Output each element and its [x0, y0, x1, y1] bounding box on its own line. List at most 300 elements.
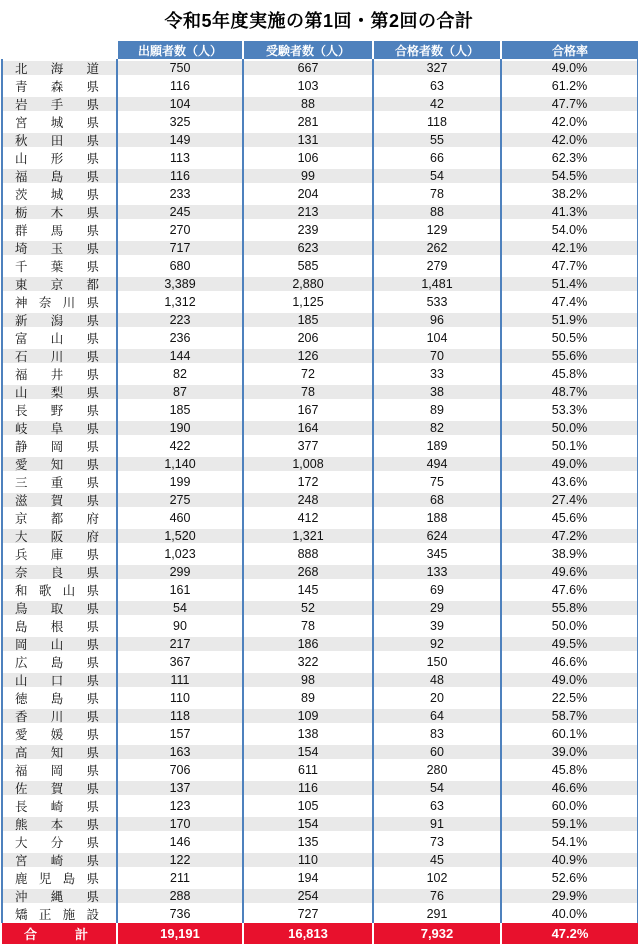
table-row — [2, 509, 638, 527]
table-row — [2, 365, 638, 383]
value-cell: 163 — [117, 743, 243, 761]
value-cell: 254 — [243, 887, 373, 905]
table-row — [2, 185, 638, 203]
table-row — [2, 887, 638, 905]
prefecture-name-cell: 北海道 — [2, 59, 117, 77]
value-cell: 2,880 — [243, 275, 373, 293]
prefecture-name-cell: 静岡県 — [2, 437, 117, 455]
value-cell: 118 — [373, 113, 501, 131]
prefecture-name-cell: 山口県 — [2, 671, 117, 689]
value-cell: 29 — [373, 599, 501, 617]
prefecture-name-cell: 奈良県 — [2, 563, 117, 581]
table-row — [2, 563, 638, 581]
value-cell: 20 — [373, 689, 501, 707]
value-cell: 149 — [117, 131, 243, 149]
prefecture-name-cell: 三重県 — [2, 473, 117, 491]
prefecture-name-cell: 宮崎県 — [2, 851, 117, 869]
value-cell: 63 — [373, 77, 501, 95]
total-pass-rate: 47.2% — [501, 923, 638, 944]
total-row — [2, 923, 638, 944]
value-cell: 45.8% — [501, 365, 638, 383]
prefecture-name-cell: 愛知県 — [2, 455, 117, 473]
value-cell: 322 — [243, 653, 373, 671]
value-cell: 87 — [117, 383, 243, 401]
value-cell: 27.4% — [501, 491, 638, 509]
value-cell: 73 — [373, 833, 501, 851]
table-row — [2, 653, 638, 671]
table-row — [2, 275, 638, 293]
prefecture-name-cell: 大阪府 — [2, 527, 117, 545]
prefecture-name-cell: 広島県 — [2, 653, 117, 671]
value-cell: 45.6% — [501, 509, 638, 527]
table-row — [2, 419, 638, 437]
value-cell: 53.3% — [501, 401, 638, 419]
table-row — [2, 851, 638, 869]
table-row — [2, 761, 638, 779]
table-row — [2, 257, 638, 275]
value-cell: 213 — [243, 203, 373, 221]
value-cell: 59.1% — [501, 815, 638, 833]
value-cell: 109 — [243, 707, 373, 725]
value-cell: 60 — [373, 743, 501, 761]
value-cell: 38 — [373, 383, 501, 401]
value-cell: 49.5% — [501, 635, 638, 653]
value-cell: 279 — [373, 257, 501, 275]
value-cell: 91 — [373, 815, 501, 833]
value-cell: 66 — [373, 149, 501, 167]
value-cell: 102 — [373, 869, 501, 887]
value-cell: 270 — [117, 221, 243, 239]
value-cell: 45 — [373, 851, 501, 869]
value-cell: 126 — [243, 347, 373, 365]
value-cell: 185 — [117, 401, 243, 419]
value-cell: 146 — [117, 833, 243, 851]
prefecture-name-cell: 福島県 — [2, 167, 117, 185]
value-cell: 280 — [373, 761, 501, 779]
value-cell: 422 — [117, 437, 243, 455]
value-cell: 367 — [117, 653, 243, 671]
value-cell: 22.5% — [501, 689, 638, 707]
value-cell: 194 — [243, 869, 373, 887]
value-cell: 106 — [243, 149, 373, 167]
value-cell: 460 — [117, 509, 243, 527]
prefecture-name-cell: 富山県 — [2, 329, 117, 347]
value-cell: 161 — [117, 581, 243, 599]
value-cell: 223 — [117, 311, 243, 329]
prefecture-name-cell: 京都府 — [2, 509, 117, 527]
value-cell: 78 — [243, 383, 373, 401]
table-row — [2, 833, 638, 851]
header-passers: 合格者数（人） — [373, 41, 501, 59]
header-row — [2, 41, 638, 59]
table-row — [2, 293, 638, 311]
value-cell: 61.2% — [501, 77, 638, 95]
value-cell: 111 — [117, 671, 243, 689]
value-cell: 185 — [243, 311, 373, 329]
value-cell: 49.0% — [501, 59, 638, 77]
prefecture-name-cell: 香川県 — [2, 707, 117, 725]
value-cell: 217 — [117, 635, 243, 653]
value-cell: 1,140 — [117, 455, 243, 473]
value-cell: 172 — [243, 473, 373, 491]
value-cell: 55.8% — [501, 599, 638, 617]
table-row — [2, 671, 638, 689]
value-cell: 75 — [373, 473, 501, 491]
value-cell: 48 — [373, 671, 501, 689]
value-cell: 624 — [373, 527, 501, 545]
value-cell: 623 — [243, 239, 373, 257]
value-cell: 76 — [373, 887, 501, 905]
value-cell: 211 — [117, 869, 243, 887]
value-cell: 1,008 — [243, 455, 373, 473]
value-cell: 50.0% — [501, 419, 638, 437]
value-cell: 54 — [117, 599, 243, 617]
table-row — [2, 779, 638, 797]
table-row — [2, 473, 638, 491]
table-row — [2, 149, 638, 167]
value-cell: 64 — [373, 707, 501, 725]
table-row — [2, 221, 638, 239]
value-cell: 39 — [373, 617, 501, 635]
prefecture-name-cell: 神奈川県 — [2, 293, 117, 311]
prefecture-name-cell: 岐阜県 — [2, 419, 117, 437]
value-cell: 145 — [243, 581, 373, 599]
prefecture-name-cell: 和歌山県 — [2, 581, 117, 599]
table-body — [2, 59, 638, 923]
prefecture-name-cell: 岩手県 — [2, 95, 117, 113]
value-cell: 105 — [243, 797, 373, 815]
value-cell: 88 — [243, 95, 373, 113]
prefecture-name-cell: 新潟県 — [2, 311, 117, 329]
prefecture-name-cell: 栃木県 — [2, 203, 117, 221]
value-cell: 345 — [373, 545, 501, 563]
table-row — [2, 797, 638, 815]
prefecture-name-cell: 佐賀県 — [2, 779, 117, 797]
value-cell: 189 — [373, 437, 501, 455]
prefecture-name-cell: 沖縄県 — [2, 887, 117, 905]
table-row — [2, 545, 638, 563]
value-cell: 63 — [373, 797, 501, 815]
table-row — [2, 437, 638, 455]
prefecture-name-cell: 長野県 — [2, 401, 117, 419]
value-cell: 38.2% — [501, 185, 638, 203]
value-cell: 96 — [373, 311, 501, 329]
value-cell: 110 — [117, 689, 243, 707]
value-cell: 46.6% — [501, 653, 638, 671]
table-row — [2, 815, 638, 833]
value-cell: 727 — [243, 905, 373, 923]
table-row — [2, 77, 638, 95]
value-cell: 164 — [243, 419, 373, 437]
value-cell: 42.0% — [501, 113, 638, 131]
value-cell: 1,125 — [243, 293, 373, 311]
value-cell: 611 — [243, 761, 373, 779]
value-cell: 90 — [117, 617, 243, 635]
value-cell: 54 — [373, 167, 501, 185]
value-cell: 3,389 — [117, 275, 243, 293]
prefecture-name-cell: 山梨県 — [2, 383, 117, 401]
value-cell: 138 — [243, 725, 373, 743]
value-cell: 92 — [373, 635, 501, 653]
value-cell: 82 — [373, 419, 501, 437]
value-cell: 494 — [373, 455, 501, 473]
value-cell: 70 — [373, 347, 501, 365]
value-cell: 262 — [373, 239, 501, 257]
value-cell: 62.3% — [501, 149, 638, 167]
total-passers: 7,932 — [373, 923, 501, 944]
prefecture-name-cell: 茨城県 — [2, 185, 117, 203]
table-row — [2, 743, 638, 761]
prefecture-name-cell: 愛媛県 — [2, 725, 117, 743]
value-cell: 104 — [373, 329, 501, 347]
table-row — [2, 113, 638, 131]
value-cell: 50.0% — [501, 617, 638, 635]
value-cell: 54.5% — [501, 167, 638, 185]
value-cell: 118 — [117, 707, 243, 725]
value-cell: 288 — [117, 887, 243, 905]
value-cell: 54.0% — [501, 221, 638, 239]
value-cell: 154 — [243, 743, 373, 761]
prefecture-name-cell: 長崎県 — [2, 797, 117, 815]
table-row — [2, 239, 638, 257]
value-cell: 233 — [117, 185, 243, 203]
prefecture-name-cell: 岡山県 — [2, 635, 117, 653]
value-cell: 78 — [373, 185, 501, 203]
total-label: 合計 — [2, 923, 117, 944]
value-cell: 47.7% — [501, 257, 638, 275]
value-cell: 42.1% — [501, 239, 638, 257]
value-cell: 291 — [373, 905, 501, 923]
prefecture-name-cell: 青森県 — [2, 77, 117, 95]
value-cell: 43.6% — [501, 473, 638, 491]
value-cell: 186 — [243, 635, 373, 653]
value-cell: 52.6% — [501, 869, 638, 887]
table-row — [2, 491, 638, 509]
table-row — [2, 527, 638, 545]
value-cell: 680 — [117, 257, 243, 275]
value-cell: 45.8% — [501, 761, 638, 779]
value-cell: 377 — [243, 437, 373, 455]
value-cell: 533 — [373, 293, 501, 311]
value-cell: 1,312 — [117, 293, 243, 311]
value-cell: 190 — [117, 419, 243, 437]
value-cell: 39.0% — [501, 743, 638, 761]
table-row — [2, 617, 638, 635]
table-row — [2, 635, 638, 653]
value-cell: 275 — [117, 491, 243, 509]
header-applicants: 出願者数（人） — [117, 41, 243, 59]
table-row — [2, 95, 638, 113]
value-cell: 327 — [373, 59, 501, 77]
results-table — [1, 41, 638, 944]
total-applicants: 19,191 — [117, 923, 243, 944]
value-cell: 82 — [117, 365, 243, 383]
value-cell: 49.0% — [501, 671, 638, 689]
value-cell: 98 — [243, 671, 373, 689]
prefecture-name-cell: 徳島県 — [2, 689, 117, 707]
value-cell: 206 — [243, 329, 373, 347]
value-cell: 268 — [243, 563, 373, 581]
prefecture-name-cell: 秋田県 — [2, 131, 117, 149]
prefecture-name-cell: 宮城県 — [2, 113, 117, 131]
prefecture-name-cell: 滋賀県 — [2, 491, 117, 509]
value-cell: 54.1% — [501, 833, 638, 851]
value-cell: 736 — [117, 905, 243, 923]
value-cell: 104 — [117, 95, 243, 113]
prefecture-name-cell: 群馬県 — [2, 221, 117, 239]
table-row — [2, 689, 638, 707]
value-cell: 48.7% — [501, 383, 638, 401]
value-cell: 47.7% — [501, 95, 638, 113]
value-cell: 40.0% — [501, 905, 638, 923]
value-cell: 42 — [373, 95, 501, 113]
value-cell: 51.4% — [501, 275, 638, 293]
table-row — [2, 311, 638, 329]
prefecture-name-cell: 矯正施設 — [2, 905, 117, 923]
value-cell: 239 — [243, 221, 373, 239]
value-cell: 299 — [117, 563, 243, 581]
value-cell: 1,321 — [243, 527, 373, 545]
value-cell: 167 — [243, 401, 373, 419]
value-cell: 110 — [243, 851, 373, 869]
prefecture-name-cell: 東京都 — [2, 275, 117, 293]
value-cell: 585 — [243, 257, 373, 275]
value-cell: 1,023 — [117, 545, 243, 563]
value-cell: 49.0% — [501, 455, 638, 473]
value-cell: 133 — [373, 563, 501, 581]
value-cell: 46.6% — [501, 779, 638, 797]
value-cell: 47.6% — [501, 581, 638, 599]
value-cell: 58.7% — [501, 707, 638, 725]
value-cell: 51.9% — [501, 311, 638, 329]
value-cell: 60.0% — [501, 797, 638, 815]
value-cell: 54 — [373, 779, 501, 797]
value-cell: 42.0% — [501, 131, 638, 149]
value-cell: 29.9% — [501, 887, 638, 905]
value-cell: 50.1% — [501, 437, 638, 455]
value-cell: 122 — [117, 851, 243, 869]
prefecture-name-cell: 山形県 — [2, 149, 117, 167]
value-cell: 50.5% — [501, 329, 638, 347]
value-cell: 38.9% — [501, 545, 638, 563]
value-cell: 78 — [243, 617, 373, 635]
value-cell: 33 — [373, 365, 501, 383]
value-cell: 55 — [373, 131, 501, 149]
value-cell: 116 — [117, 167, 243, 185]
value-cell: 248 — [243, 491, 373, 509]
table-row — [2, 905, 638, 923]
value-cell: 667 — [243, 59, 373, 77]
value-cell: 47.2% — [501, 527, 638, 545]
header-empty-cell — [2, 41, 117, 59]
prefecture-name-cell: 福井県 — [2, 365, 117, 383]
value-cell: 188 — [373, 509, 501, 527]
table-row — [2, 707, 638, 725]
value-cell: 706 — [117, 761, 243, 779]
total-examinees: 16,813 — [243, 923, 373, 944]
value-cell: 750 — [117, 59, 243, 77]
value-cell: 99 — [243, 167, 373, 185]
table-row — [2, 329, 638, 347]
table-row — [2, 383, 638, 401]
prefecture-name-cell: 鳥取県 — [2, 599, 117, 617]
value-cell: 245 — [117, 203, 243, 221]
prefecture-name-cell: 福岡県 — [2, 761, 117, 779]
value-cell: 170 — [117, 815, 243, 833]
table-row — [2, 599, 638, 617]
page-title: 令和5年度実施の第1回・第2回の合計 — [164, 11, 474, 31]
value-cell: 888 — [243, 545, 373, 563]
value-cell: 236 — [117, 329, 243, 347]
value-cell: 68 — [373, 491, 501, 509]
table-row — [2, 131, 638, 149]
value-cell: 1,520 — [117, 527, 243, 545]
value-cell: 154 — [243, 815, 373, 833]
value-cell: 103 — [243, 77, 373, 95]
value-cell: 199 — [117, 473, 243, 491]
value-cell: 131 — [243, 131, 373, 149]
value-cell: 88 — [373, 203, 501, 221]
prefecture-name-cell: 島根県 — [2, 617, 117, 635]
value-cell: 150 — [373, 653, 501, 671]
table-row — [2, 581, 638, 599]
value-cell: 52 — [243, 599, 373, 617]
value-cell: 412 — [243, 509, 373, 527]
value-cell: 281 — [243, 113, 373, 131]
value-cell: 157 — [117, 725, 243, 743]
value-cell: 123 — [117, 797, 243, 815]
table-row — [2, 725, 638, 743]
table-row — [2, 869, 638, 887]
table-row — [2, 455, 638, 473]
prefecture-name-cell: 鹿児島県 — [2, 869, 117, 887]
value-cell: 116 — [243, 779, 373, 797]
prefecture-name-cell: 大分県 — [2, 833, 117, 851]
prefecture-name-cell: 高知県 — [2, 743, 117, 761]
table-row — [2, 203, 638, 221]
value-cell: 55.6% — [501, 347, 638, 365]
value-cell: 204 — [243, 185, 373, 203]
value-cell: 83 — [373, 725, 501, 743]
prefecture-name-cell: 千葉県 — [2, 257, 117, 275]
table-row — [2, 347, 638, 365]
header-examinees: 受験者数（人） — [243, 41, 373, 59]
table-row — [2, 59, 638, 77]
value-cell: 1,481 — [373, 275, 501, 293]
value-cell: 144 — [117, 347, 243, 365]
value-cell: 40.9% — [501, 851, 638, 869]
table-row — [2, 401, 638, 419]
value-cell: 135 — [243, 833, 373, 851]
value-cell: 69 — [373, 581, 501, 599]
value-cell: 41.3% — [501, 203, 638, 221]
value-cell: 717 — [117, 239, 243, 257]
prefecture-name-cell: 熊本県 — [2, 815, 117, 833]
value-cell: 137 — [117, 779, 243, 797]
prefecture-name-cell: 埼玉県 — [2, 239, 117, 257]
value-cell: 72 — [243, 365, 373, 383]
value-cell: 47.4% — [501, 293, 638, 311]
header-pass-rate: 合格率 — [501, 41, 638, 59]
value-cell: 89 — [243, 689, 373, 707]
table-row — [2, 167, 638, 185]
value-cell: 89 — [373, 401, 501, 419]
value-cell: 325 — [117, 113, 243, 131]
value-cell: 49.6% — [501, 563, 638, 581]
value-cell: 129 — [373, 221, 501, 239]
prefecture-name-cell: 石川県 — [2, 347, 117, 365]
value-cell: 60.1% — [501, 725, 638, 743]
